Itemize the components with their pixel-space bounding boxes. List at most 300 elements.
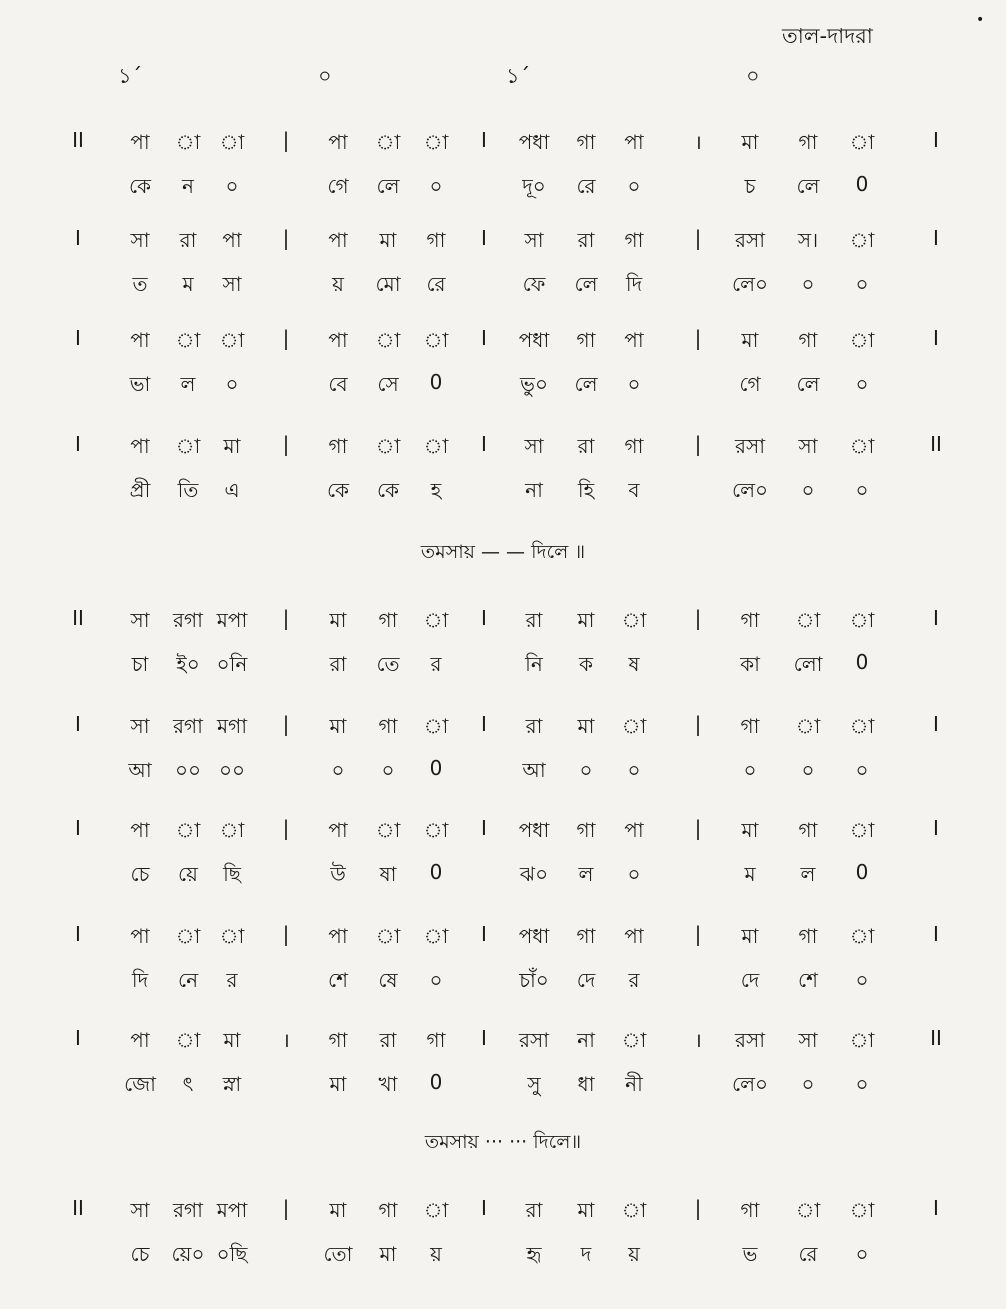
lyric-syllable: ০০	[174, 758, 202, 782]
lyric-syllable: সে	[377, 372, 399, 396]
lyric-syllable: ০	[627, 174, 641, 198]
swara-note: I	[933, 922, 939, 946]
lyric-syllable: র	[628, 968, 640, 992]
swara-note: া	[849, 1198, 875, 1222]
swara-note: I	[933, 816, 939, 840]
swara-note: া	[423, 434, 449, 458]
lyric-syllable: কা	[740, 652, 760, 676]
lyric-syllable: ল	[578, 862, 594, 886]
lyric-syllable: ০০	[218, 758, 246, 782]
swara-note: I	[75, 1026, 81, 1050]
swara-note: মা	[741, 924, 759, 948]
swara-note: I	[481, 816, 487, 840]
lyric-syllable: লে০	[731, 478, 769, 502]
lyric-syllable: ০	[429, 968, 443, 992]
lyric-syllable: নী	[625, 1072, 643, 1096]
swara-note: গা	[378, 714, 398, 738]
swara-note: া	[219, 328, 245, 352]
swara-note: রা	[577, 434, 595, 458]
swara-note: া	[621, 608, 647, 632]
lyric-syllable: চে	[130, 862, 150, 886]
swara-row	[0, 1026, 1006, 1070]
swara-note: গা	[740, 608, 760, 632]
swara-note: |	[282, 226, 290, 250]
lyric-syllable: উ	[330, 862, 346, 886]
swara-note: ।	[282, 1028, 290, 1052]
swara-note: I	[933, 712, 939, 736]
swara-note: |	[694, 606, 702, 630]
lyric-syllable: ০	[855, 272, 869, 296]
swara-note: পধা	[518, 818, 550, 842]
lyric-syllable: নে	[177, 968, 199, 992]
swara-note: মা	[379, 228, 397, 252]
swara-note: |	[282, 816, 290, 840]
swara-note: রা	[525, 608, 543, 632]
swara-note: রা	[179, 228, 197, 252]
swara-note: পা	[328, 924, 348, 948]
swara-note: গা	[576, 328, 596, 352]
swara-note: া	[175, 434, 201, 458]
swara-note: সা	[524, 228, 544, 252]
swara-note: মা	[577, 714, 595, 738]
swara-note: া	[621, 714, 647, 738]
swara-row	[0, 326, 1006, 370]
lyric-syllable: 0	[429, 370, 443, 394]
lyric-syllable: ০	[855, 758, 869, 782]
swara-note: রসা	[734, 1028, 766, 1052]
swara-note: া	[375, 130, 401, 154]
swara-note: া	[175, 818, 201, 842]
swara-note: I	[75, 712, 81, 736]
lyric-syllable: কে	[376, 478, 400, 502]
notation-block	[0, 712, 1006, 802]
lyric-syllable: গে	[327, 174, 349, 198]
swara-note: পধা	[518, 130, 550, 154]
swara-note: পা	[328, 228, 348, 252]
swara-note: |	[282, 922, 290, 946]
swara-note: I	[75, 922, 81, 946]
swara-note: গা	[798, 818, 818, 842]
swara-row	[0, 712, 1006, 756]
swara-note: া	[795, 1198, 821, 1222]
tala-label: তাল-দাদরা	[782, 24, 873, 48]
lyric-syllable: ছি	[223, 862, 241, 886]
lyric-syllable: ল	[800, 862, 816, 886]
lyric-syllable: চ	[744, 174, 756, 198]
swara-note: া	[423, 608, 449, 632]
swara-row	[0, 922, 1006, 966]
beat-marker: ০	[318, 64, 332, 88]
lyric-row	[0, 270, 1006, 314]
lyric-syllable: 0	[855, 172, 869, 196]
lyric-syllable: গে	[739, 372, 761, 396]
swara-row	[0, 606, 1006, 650]
swara-note: রগা	[173, 1198, 203, 1222]
lyric-syllable: লে	[796, 372, 820, 396]
lyric-syllable: আ	[522, 758, 546, 782]
swara-note: পধা	[518, 924, 550, 948]
lyric-syllable: ভা	[129, 372, 151, 396]
swara-note: গা	[426, 228, 446, 252]
swara-note: |	[694, 326, 702, 350]
lyric-syllable: দ	[580, 1242, 592, 1266]
swara-note: রা	[525, 714, 543, 738]
swara-note: পা	[624, 924, 644, 948]
swara-note: |	[694, 432, 702, 456]
notation-block	[0, 1026, 1006, 1116]
swara-note: া	[423, 328, 449, 352]
swara-note: া	[219, 924, 245, 948]
swara-note: I	[481, 1026, 487, 1050]
swara-note: পা	[130, 130, 150, 154]
swara-note: রা	[379, 1028, 397, 1052]
lyric-syllable: সু	[527, 1072, 541, 1096]
swara-note: পা	[130, 1028, 150, 1052]
swara-note: রা	[577, 228, 595, 252]
swara-row	[0, 128, 1006, 172]
lyric-syllable: ০	[579, 758, 593, 782]
swara-note: গা	[378, 1198, 398, 1222]
lyric-syllable: হি	[577, 478, 595, 502]
swara-note: I	[933, 226, 939, 250]
swara-note: পা	[328, 328, 348, 352]
swara-note: া	[219, 130, 245, 154]
swara-note: া	[849, 328, 875, 352]
swara-note: রসা	[518, 1028, 550, 1052]
lyric-syllable: ০	[225, 174, 239, 198]
lyric-syllable: ম	[182, 272, 194, 296]
swara-note: গা	[740, 1198, 760, 1222]
lyric-row	[0, 1070, 1006, 1114]
swara-note: I	[481, 432, 487, 456]
swara-note: I	[481, 922, 487, 946]
lyric-syllable: দে	[576, 968, 596, 992]
swara-note: গা	[576, 924, 596, 948]
lyric-syllable: দূ০	[522, 174, 546, 198]
lyric-syllable: য়ে০	[171, 1242, 205, 1266]
lyric-syllable: হ	[430, 478, 442, 502]
beat-marker: ১´	[118, 64, 143, 88]
lyric-syllable: ফে	[522, 272, 546, 296]
lyric-syllable: ০	[801, 478, 815, 502]
swara-note: গা	[576, 130, 596, 154]
lyric-syllable: ০	[801, 1072, 815, 1096]
swara-note: পা	[222, 228, 242, 252]
swara-note: মা	[329, 714, 347, 738]
lyric-syllable: তি	[177, 478, 199, 502]
lyric-syllable: য়	[628, 1242, 640, 1266]
lyric-syllable: ০	[331, 758, 345, 782]
refrain-line: তমসায় — — দিলে ॥	[420, 541, 586, 563]
lyric-syllable: লে	[574, 372, 598, 396]
lyric-syllable: লে	[796, 174, 820, 198]
swara-note: া	[849, 1028, 875, 1052]
lyric-syllable: য়ে	[178, 862, 198, 886]
swara-note: গা	[798, 130, 818, 154]
lyric-syllable: ত	[132, 272, 148, 296]
swara-note: রগা	[173, 608, 203, 632]
lyric-syllable: ০	[627, 758, 641, 782]
swara-note: I	[933, 128, 939, 152]
lyric-syllable: ম	[744, 862, 756, 886]
swara-note: |	[282, 128, 290, 152]
swara-note: া	[375, 328, 401, 352]
swara-note: মপা	[216, 608, 248, 632]
swara-note: া	[849, 434, 875, 458]
swara-note: পা	[328, 818, 348, 842]
swara-note: রগা	[173, 714, 203, 738]
swara-note: গা	[624, 434, 644, 458]
lyric-syllable: কে	[128, 174, 152, 198]
swara-note: মপা	[216, 1198, 248, 1222]
swara-note: ।	[694, 1028, 702, 1052]
swara-note: I	[481, 326, 487, 350]
swara-note: মা	[223, 1028, 241, 1052]
swara-note: গা	[378, 608, 398, 632]
swara-note: া	[621, 1198, 647, 1222]
lyric-row	[0, 476, 1006, 520]
lyric-syllable: ০	[429, 174, 443, 198]
swara-note: া	[375, 434, 401, 458]
swara-note: II	[72, 1196, 84, 1220]
swara-note: |	[694, 816, 702, 840]
swara-note: া	[175, 924, 201, 948]
swara-note: I	[75, 816, 81, 840]
swara-note: I	[933, 1196, 939, 1220]
lyric-syllable: ঝ০	[519, 862, 549, 886]
swara-row	[0, 1196, 1006, 1240]
swara-note: সা	[798, 1028, 818, 1052]
swara-note: |	[694, 226, 702, 250]
swara-note: মা	[741, 130, 759, 154]
swara-note: মগা	[216, 714, 248, 738]
lyric-syllable: ধা	[577, 1072, 595, 1096]
swara-note: পা	[624, 818, 644, 842]
lyric-syllable: শে	[798, 968, 818, 992]
beat-marker: ০	[746, 64, 760, 88]
swara-note: গা	[426, 1028, 446, 1052]
lyric-syllable: রে	[576, 174, 596, 198]
swara-note: পা	[130, 924, 150, 948]
lyric-syllable: র	[430, 652, 442, 676]
lyric-syllable: দি	[625, 272, 643, 296]
swara-note: ।	[694, 130, 702, 154]
swara-note: না	[577, 1028, 595, 1052]
lyric-syllable: ০ছি	[216, 1242, 248, 1266]
lyric-row	[0, 756, 1006, 800]
swara-note: মা	[741, 818, 759, 842]
lyric-syllable: দে	[740, 968, 760, 992]
lyric-syllable: এ	[224, 478, 240, 502]
lyric-row	[0, 860, 1006, 904]
swara-note: া	[849, 714, 875, 738]
lyric-syllable: তো	[323, 1242, 353, 1266]
lyric-syllable: খা	[378, 1072, 398, 1096]
swara-note: া	[849, 228, 875, 252]
lyric-syllable: য়	[430, 1242, 442, 1266]
lyric-syllable: ০	[855, 478, 869, 502]
swara-note: সা	[130, 228, 150, 252]
beat-markers	[0, 60, 1006, 90]
swara-note: II	[930, 432, 942, 456]
lyric-syllable: লে	[574, 272, 598, 296]
swara-note: রসা	[734, 228, 766, 252]
lyric-syllable: ষ	[628, 652, 640, 676]
lyric-syllable: ০	[855, 1072, 869, 1096]
lyric-syllable: ন	[182, 174, 194, 198]
lyric-syllable: ০	[801, 272, 815, 296]
lyric-syllable: রা	[329, 652, 347, 676]
lyric-syllable: হৃ	[526, 1242, 542, 1266]
swara-note: া	[219, 818, 245, 842]
notation-block	[0, 432, 1006, 522]
notation-block	[0, 606, 1006, 696]
swara-note: I	[481, 712, 487, 736]
lyric-syllable: প্রী	[129, 478, 151, 502]
lyric-syllable: বে	[328, 372, 348, 396]
swara-note: া	[849, 924, 875, 948]
swara-note: |	[694, 922, 702, 946]
lyric-syllable: ০	[855, 372, 869, 396]
lyric-syllable: রে	[426, 272, 446, 296]
lyric-syllable: ৎ	[182, 1072, 194, 1096]
swara-note: সা	[524, 434, 544, 458]
swara-note: া	[375, 924, 401, 948]
swara-note: |	[282, 606, 290, 630]
lyric-syllable: মা	[329, 1072, 347, 1096]
lyric-syllable: সা	[222, 272, 242, 296]
lyric-syllable: মা	[379, 1242, 397, 1266]
lyric-syllable: য়	[332, 272, 344, 296]
swara-note: মা	[329, 1198, 347, 1222]
swara-note: রসা	[734, 434, 766, 458]
swara-note: পা	[328, 130, 348, 154]
lyric-syllable: 0	[855, 650, 869, 674]
lyric-syllable: ভু০	[520, 372, 548, 396]
swara-note: গা	[740, 714, 760, 738]
swara-note: II	[930, 1026, 942, 1050]
swara-note: |	[694, 712, 702, 736]
swara-note: া	[175, 1028, 201, 1052]
swara-note: গা	[328, 1028, 348, 1052]
swara-note: I	[933, 606, 939, 630]
swara-note: II	[72, 606, 84, 630]
swara-note: সা	[130, 714, 150, 738]
notation-block	[0, 1196, 1006, 1286]
swara-note: া	[423, 714, 449, 738]
lyric-syllable: 0	[429, 756, 443, 780]
swara-note: মা	[741, 328, 759, 352]
swara-note: মা	[577, 1198, 595, 1222]
swara-note: পা	[624, 130, 644, 154]
lyric-syllable: ০	[801, 758, 815, 782]
swara-note: া	[175, 130, 201, 154]
lyric-syllable: ০নি	[216, 652, 248, 676]
swara-note: |	[282, 1196, 290, 1220]
lyric-syllable: নি	[525, 652, 543, 676]
swara-row	[0, 816, 1006, 860]
swara-note: সা	[798, 434, 818, 458]
lyric-syllable: ০	[855, 968, 869, 992]
lyric-syllable: ষা	[379, 862, 397, 886]
lyric-syllable: কে	[326, 478, 350, 502]
swara-note: পা	[130, 434, 150, 458]
swara-note: া	[423, 818, 449, 842]
beat-marker: ১´	[506, 64, 531, 88]
lyric-syllable: ষে	[378, 968, 398, 992]
swara-row	[0, 432, 1006, 476]
lyric-syllable: ০	[627, 372, 641, 396]
lyric-syllable: মো	[375, 272, 401, 296]
notation-block	[0, 128, 1006, 218]
swara-note: া	[375, 818, 401, 842]
swara-note: া	[849, 818, 875, 842]
notation-block	[0, 922, 1006, 1012]
swara-note: |	[694, 1196, 702, 1220]
lyric-syllable: জো	[124, 1072, 156, 1096]
lyric-syllable: ব	[628, 478, 640, 502]
lyric-row	[0, 650, 1006, 694]
swara-row	[0, 226, 1006, 270]
swara-note: া	[849, 130, 875, 154]
swara-note: II	[72, 128, 84, 152]
lyric-row	[0, 370, 1006, 414]
lyric-syllable: 0	[855, 860, 869, 884]
swara-note: গা	[798, 328, 818, 352]
page-dot: •	[976, 12, 985, 28]
lyric-syllable: ০	[855, 1242, 869, 1266]
swara-note: া	[423, 924, 449, 948]
swara-note: I	[75, 226, 81, 250]
swara-note: I	[75, 326, 81, 350]
lyric-syllable: লে০	[731, 1072, 769, 1096]
swara-note: |	[282, 326, 290, 350]
swara-note: I	[481, 128, 487, 152]
swara-note: া	[621, 1028, 647, 1052]
lyric-row	[0, 1240, 1006, 1284]
lyric-syllable: লো	[793, 652, 823, 676]
swara-note: মা	[329, 608, 347, 632]
lyric-syllable: শে	[328, 968, 348, 992]
notation-block	[0, 816, 1006, 906]
lyric-syllable: আ	[128, 758, 152, 782]
swara-note: পা	[624, 328, 644, 352]
swara-note: পধা	[518, 328, 550, 352]
swara-note: া	[795, 608, 821, 632]
swara-note: |	[282, 432, 290, 456]
swara-note: |	[282, 712, 290, 736]
swara-note: গা	[328, 434, 348, 458]
swara-note: I	[933, 326, 939, 350]
lyric-syllable: লে০	[731, 272, 769, 296]
swara-note: স।	[797, 228, 819, 252]
lyric-syllable: না	[525, 478, 543, 502]
lyric-syllable: চা	[131, 652, 149, 676]
swara-note: I	[481, 1196, 487, 1220]
lyric-syllable: র	[226, 968, 238, 992]
lyric-row	[0, 172, 1006, 216]
lyric-syllable: স্না	[222, 1072, 242, 1096]
swara-note: I	[481, 226, 487, 250]
lyric-syllable: ০	[743, 758, 757, 782]
lyric-syllable: দি	[131, 968, 149, 992]
lyric-syllable: ল	[180, 372, 196, 396]
swara-note: মা	[223, 434, 241, 458]
swara-note: পা	[130, 328, 150, 352]
swara-note: গা	[576, 818, 596, 842]
lyric-syllable: ০	[627, 862, 641, 886]
swara-note: I	[75, 432, 81, 456]
